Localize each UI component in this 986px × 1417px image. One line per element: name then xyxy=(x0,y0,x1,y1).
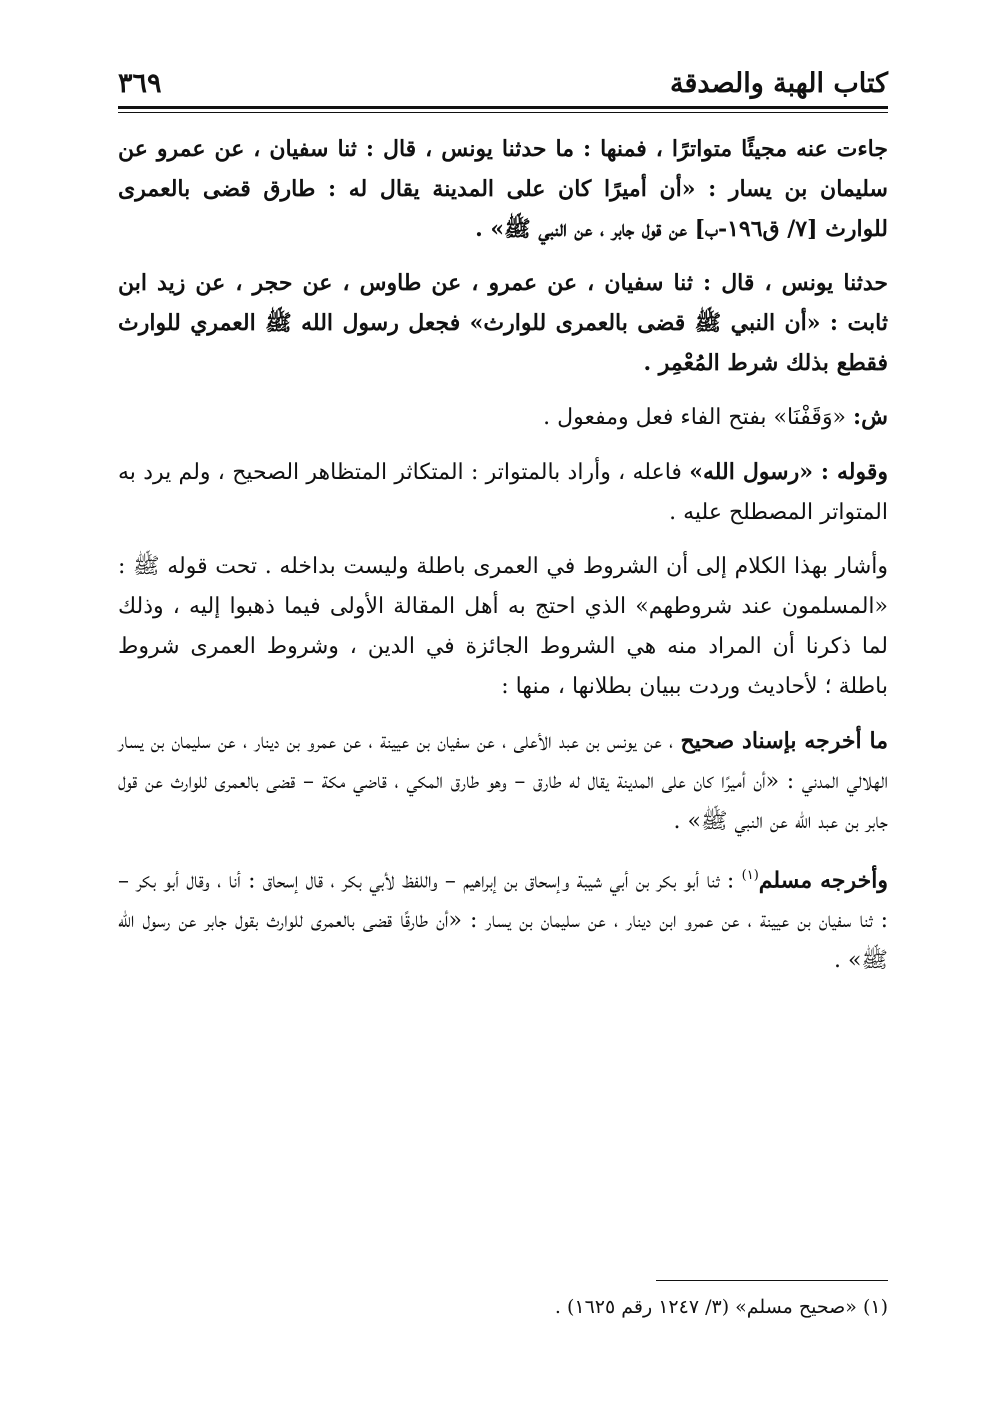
book-page xyxy=(118,62,888,1362)
paragraph-6 xyxy=(118,721,888,842)
paragraph-4-lead: وقوله : «رسول الله» xyxy=(689,459,889,485)
paragraph-6-lead: ما أخرجه بإسناد صحيح xyxy=(680,728,888,754)
page-number: ٣٦٩ xyxy=(118,68,162,99)
page-body xyxy=(118,129,888,981)
paragraph-5: وأشار بهذا الكلام إلى أن الشروط في العمرى باطلة وليست بداخله . تحت قوله ﷺ : «المسلمون عند شروطهم» الذي احتج به أهل المقالة الأولى فيما ذهبوا إليه ، وذلك لما ذكرنا أن المراد منه هي الشروط الجائزة في الدين ، وشروط العمرى شروط باطلة ؛ لأحاديث وردت ببيان بطلانها ، منها : xyxy=(118,554,889,699)
paragraph-6-text: ، عن يونس بن عبد الأعلى ، عن سفيان بن عيينة ، عن عمرو بن دينار ، عن سليمان بن يسار الهلالي المدني : «أن أميرًا كان على المدينة يقال له طارق – وهو طارق المكي ، قاضي مكة – قضى بالعمرى للوارث عن قول جابر بن عبد الله عن النبي ﷺ» . xyxy=(118,729,888,834)
paragraph-4-text: فاعله ، وأراد بالمتواتر : المتكاثر المتظاهر الصحيح ، ولم يرد به المتواتر المصطلح عليه . xyxy=(118,460,888,525)
paragraph-3 xyxy=(118,397,888,438)
commentary-marker: ش: xyxy=(853,404,888,430)
paragraph-4 xyxy=(118,452,888,533)
paragraph-3-text: «وَقَفْنَا» بفتح الفاء فعل ومفعول . xyxy=(543,405,854,430)
paragraph-2: حدثنا يونس ، قال : ثنا سفيان ، عن عمرو ، عن طاوس ، عن حجر ، عن زيد ابن ثابت : «أن النبي ﷺ قضى بالعمرى للوارث» فجعل رسول الله ﷺ العمري للوارث فقطع بذلك شرط المُعْمِر . xyxy=(118,270,889,376)
header-rule-thin xyxy=(118,112,888,113)
footnote: (١) «صحيح مسلم» (٣/ ١٢٤٧ رقم ١٦٢٥) . xyxy=(554,1296,888,1318)
chapter-title: كتاب الهبة والصدقة xyxy=(670,68,888,99)
footnote-separator xyxy=(656,1280,888,1281)
paragraph-1: جاءت عنه مجيئًا متواترًا ، فمنها : ما حدثنا يونس ، قال : ثنا سفيان ، عن عمرو عن سليمان بن يسار : «أن أميرًا كان على المدينة يقال له : طارق قضى بالعمرى للوارث [٧/ ق١٩٦-ب] عن قول جابر ، عن النبي ﷺ» . xyxy=(118,136,888,242)
paragraph-7-text: : ثنا أبو بكر بن أبي شيبة وإسحاق بن إبراهيم – واللفظ لأبي بكر ، قال إسحاق : أنا ، وقال أبو بكر – : ثنا سفيان بن عيينة ، عن عمرو ابن دينار ، عن سليمان بن يسار : «أن طارقًا قضى بالعمرى للوارث بقول جابر عن رسول الله ﷺ» . xyxy=(118,868,888,974)
footnote-reference[interactable]: (١) xyxy=(741,868,759,883)
header-rule-thick xyxy=(118,106,888,109)
paragraph-7-lead: وأخرجه مسلم xyxy=(758,867,888,894)
page-header xyxy=(118,62,888,106)
paragraph-7 xyxy=(118,856,888,981)
